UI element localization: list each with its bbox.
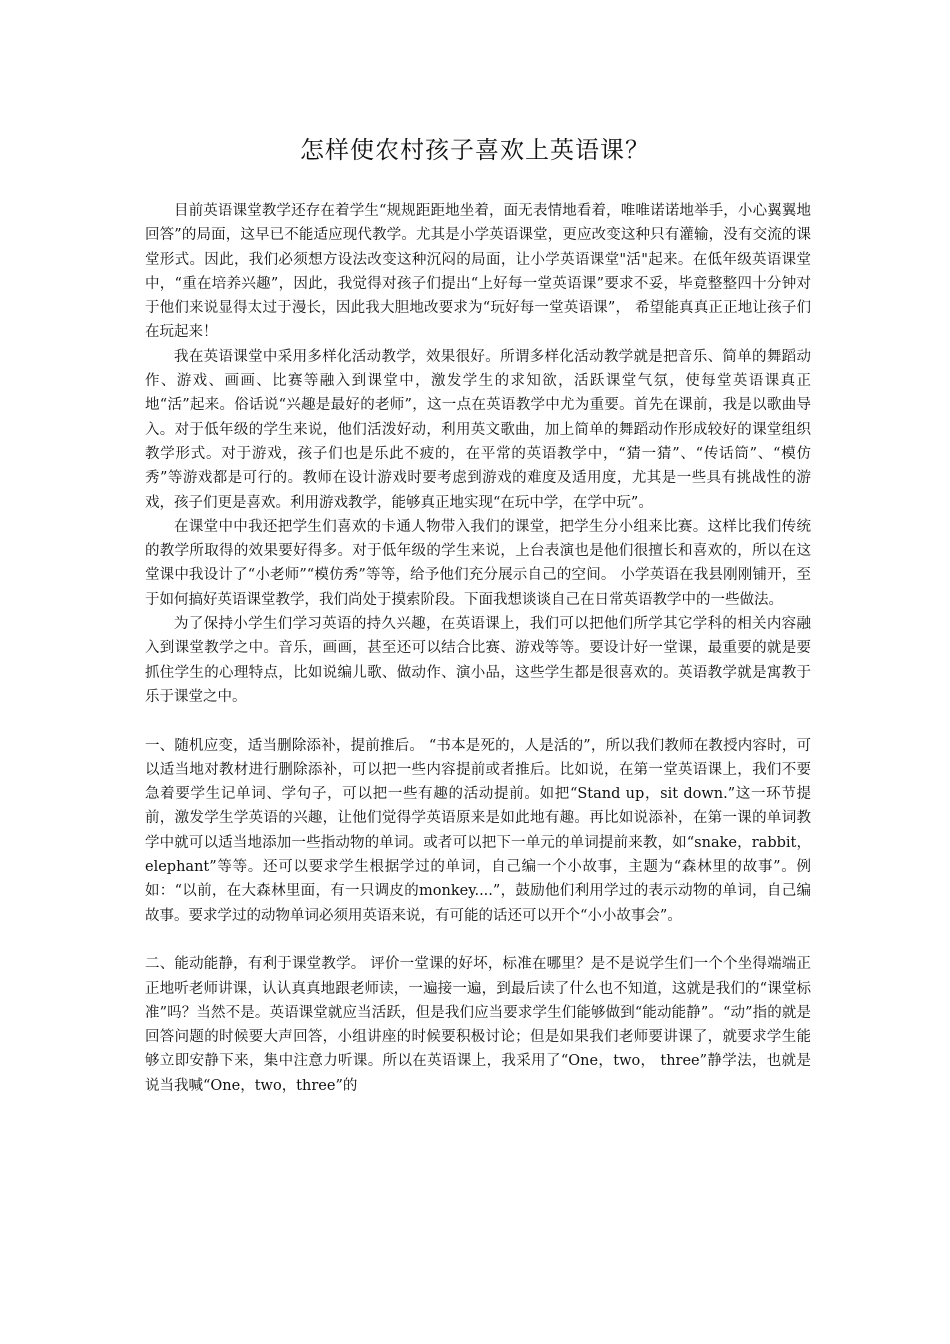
document-body (145, 199, 811, 1098)
paragraph-cartoons: 在课堂中中我还把学生们喜欢的卡通人物带入我们的课堂，把学生分小组来比赛。这样比我们传统的教学所取得的效果要好得多。对于低年级的学生来说，上台表演也是他们很擅长和喜欢的，所以在这堂课中我设计了“小老师”“模仿秀”等等，给予他们充分展示自己的空间。 小学英语在我县刚刚铺开，至于如何搞好英语课堂教学，我们尚处于摸索阶段。下面我想谈谈自己在日常英语教学中的一些做法。 (145, 518, 811, 608)
paragraph-spacer (145, 928, 811, 952)
paragraph-interest: 为了保持小学生们学习英语的持久兴趣，在英语课上，我们可以把他们所学其它学科的相关内容融入到课堂教学之中。音乐，画画，甚至还可以结合比赛、游戏等等。要设计好一堂课，最重要的就是要抓住学生的心理特点，比如说编儿歌、做动作、演小品，这些学生都是很喜欢的。英语教学就是寓教于乐于课堂之中。 (145, 616, 811, 705)
paragraph-intro: 目前英语课堂教学还存在着学生“规规距距地坐着，面无表情地看着，唯唯诺诺地举手，小心翼翼地回答”的局面，这早已不能适应现代教学。尤其是小学英语课堂，更应改变这种只有灌输，没有交流的课堂形式。因此，我们必须想方设法改变这种沉闷的局面，让小学英语课堂"活"起来。在低年级英语课堂中，“重在培养兴趣”，因此，我觉得对孩子们提出“上好每一堂英语课”要求不妥，毕竟整整四十分钟对于他们来说显得太过于漫长，因此我大胆地改要求为“玩好每一堂英语课”， 希望能真真正正地让孩子们在玩起来！ (145, 203, 811, 341)
paragraph-section-one: 一、随机应变，适当删除添补，提前推后。 “书本是死的，人是活的”，所以我们教师在教授内容时，可以适当地对教材进行删除添补，可以把一些内容提前或者推后。比如说，在第一堂英语课上，我们不要急着要学生记单词、学句子，可以把一些有趣的活动提前。如把“Stand up，sit down.”这一环节提前，激发学生学英语的兴趣，让他们觉得学英语原来是如此地有趣。再比如说添补，在第一课的单词教学中就可以适当地添加一些指动物的单词。或者可以把下一单元的单词提前来教，如“snake，rabbit，elephant”等等。还可以要求学生根据学过的单词，自己编一个小故事，主题为“森林里的故事”。例如：“以前，在大森林里面，有一只调皮的monkey....”，鼓励他们利用学过的表示动物的单词，自己编故事。要求学过的动物单词必须用英语来说，有可能的话还可以开个“小小故事会”。 (145, 737, 811, 924)
document-title: 怎样使农村孩子喜欢上英语课？ (300, 136, 650, 164)
paragraph-activities: 我在英语课堂中采用多样化活动教学，效果很好。所谓多样化活动教学就是把音乐、简单的舞蹈动作、游戏、画画、比赛等融入到课堂中，激发学生的求知欲，活跃课堂气氛，使每堂英语课真正地“活”起来。俗话说“兴趣是最好的老师”，这一点在英语教学中尤为重要。首先在课前，我是以歌曲导入。对于低年级的学生来说，他们活泼好动，利用英文歌曲，加上简单的舞蹈动作形成较好的课堂组织教学形式。对于游戏，孩子们也是乐此不疲的，在平常的英语教学中，“猜一猜”、“传话筒”、“模仿秀”等游戏都是可行的。教师在设计游戏时要考虑到游戏的难度及适用度，尤其是一些具有挑战性的游戏，孩子们更是喜欢。利用游戏教学，能够真正地实现“在玩中学，在学中玩”。 (145, 348, 811, 511)
paragraph-spacer (145, 709, 811, 733)
paragraph-section-two: 二、能动能静，有利于课堂教学。 评价一堂课的好坏，标准在哪里？是不是说学生们一个个坐得端端正正地听老师讲课，认认真真地跟老师读，一遍接一遍，到最后读了什么也不知道，这就是我们的“课堂标准”吗？当然不是。英语课堂就应当活跃，但是我们应当要求学生们能够做到“能动能静”。“动”指的就是回答问题的时候要大声回答，小组讲座的时候要积极讨论；但是如果我们老师要讲课了，就要求学生能够立即安静下来，集中注意力听课。所以在英语课上，我采用了“One，two， three”静学法，也就是说当我喊“One，two，three”的 (145, 956, 811, 1094)
